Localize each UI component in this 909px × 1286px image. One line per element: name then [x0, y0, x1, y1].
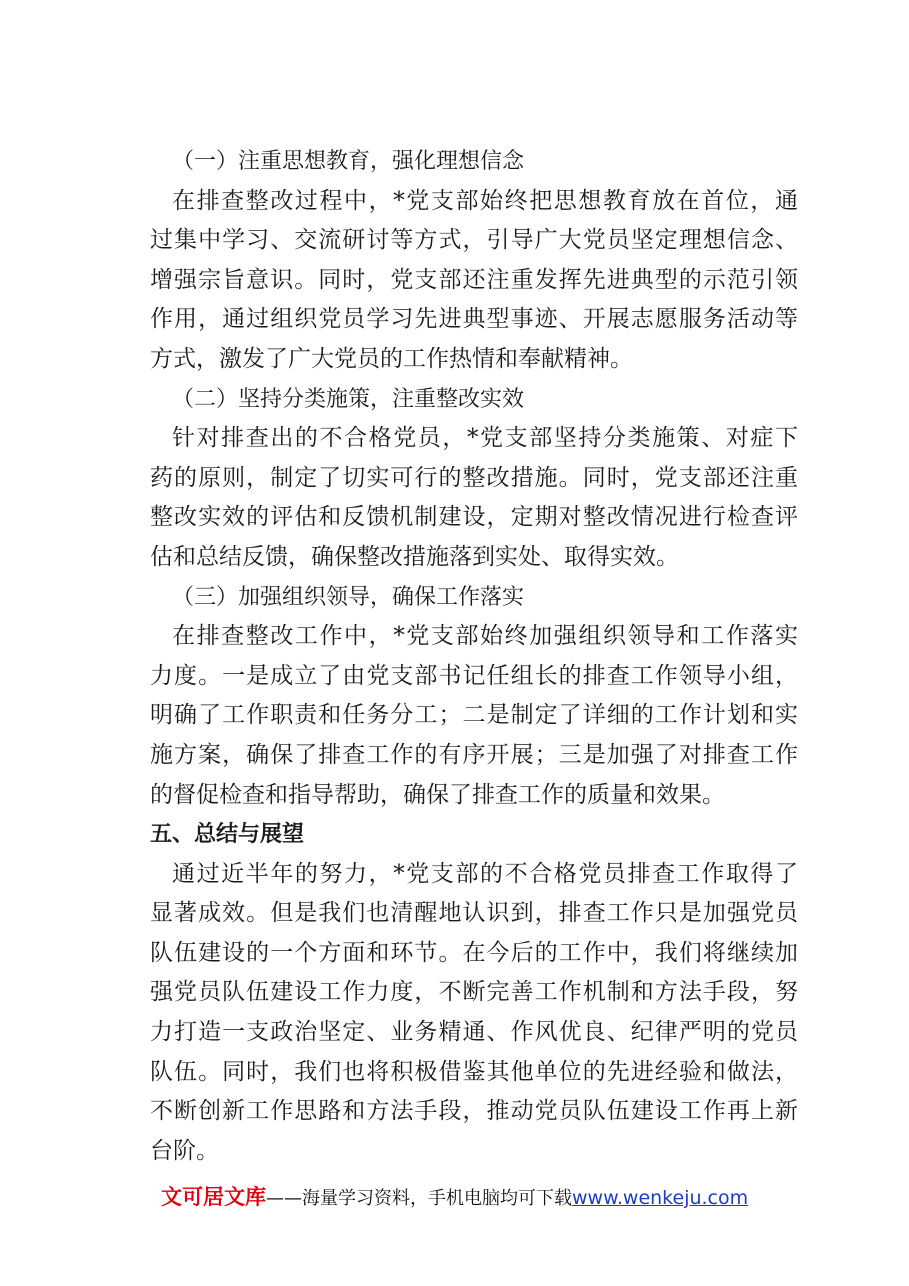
paragraph-line: 台阶。: [150, 1137, 219, 1164]
paragraph-line: 不断创新工作思路和方法手段，推动党员队伍建设工作再上新: [150, 1098, 798, 1125]
paragraph-line: 针对排查出的不合格党员，*党支部坚持分类施策、对症下: [172, 425, 798, 452]
paragraph-line: 在排查整改工作中，*党支部始终加强组织领导和工作落实: [172, 623, 798, 650]
paragraph-line: 显著成效。但是我们也清醒地认识到，排查工作只是加强党员: [150, 900, 798, 927]
footer-brand: 文可居文库: [161, 1185, 266, 1209]
paragraph-line: 作用，通过组织党员学习先进典型事迹、开展志愿服务活动等: [150, 306, 798, 333]
section-subheading: （三）加强组织领导，确保工作落实: [172, 584, 525, 610]
paragraph-line: 力打造一支政治坚定、业务精通、作风优良、纪律严明的党员: [150, 1019, 798, 1046]
section-subheading: （一）注重思想教育，强化理想信念: [172, 149, 525, 174]
footer-link[interactable]: www.wenkeju.com: [572, 1187, 749, 1209]
paragraph-line: 力度。一是成立了由党支部书记任组长的排查工作领导小组，: [150, 662, 798, 689]
paragraph-line: 队伍建设的一个方面和环节。在今后的工作中，我们将继续加: [150, 939, 798, 966]
paragraph-line: 药的原则，制定了切实可行的整改措施。同时，党支部还注重: [150, 464, 798, 491]
paragraph-line: 施方案，确保了排查工作的有序开展；三是加强了对排查工作: [150, 741, 798, 768]
document-body: [150, 142, 798, 1171]
paragraph-line: 明确了工作职责和任务分工；二是制定了详细的工作计划和实: [150, 702, 798, 729]
paragraph-line: 通过近半年的努力，*党支部的不合格党员排查工作取得了: [172, 860, 798, 887]
footer-slogan: ——海量学习资料，手机电脑均可下载: [266, 1188, 572, 1209]
paragraph-line: 在排查整改过程中，*党支部始终把思想教育放在首位，通: [172, 187, 798, 214]
paragraph-line: 的督促检查和指导帮助，确保了排查工作的质量和效果。: [150, 781, 725, 808]
paragraph-line: 整改实效的评估和反馈机制建设，定期对整改情况进行检查评: [150, 504, 798, 531]
footer-banner: [161, 1181, 748, 1213]
paragraph-line: 强党员队伍建设工作力度，不断完善工作机制和方法手段，努: [150, 979, 798, 1006]
section-subheading: （二）坚持分类施策，注重整改实效: [172, 386, 525, 412]
paragraph-line: 队伍。同时，我们也将积极借鉴其他单位的先进经验和做法，: [150, 1058, 798, 1085]
paragraph-line: 方式，激发了广大党员的工作热情和奉献精神。: [150, 345, 633, 372]
paragraph-line: 估和总结反馈，确保整改措施落到实处、取得实效。: [150, 543, 679, 570]
paragraph-line: 增强宗旨意识。同时，党支部还注重发挥先进典型的示范引领: [150, 266, 798, 293]
paragraph-line: 过集中学习、交流研讨等方式，引导广大党员坚定理想信念、: [150, 227, 798, 254]
section-heading: 五、总结与展望: [150, 822, 305, 848]
